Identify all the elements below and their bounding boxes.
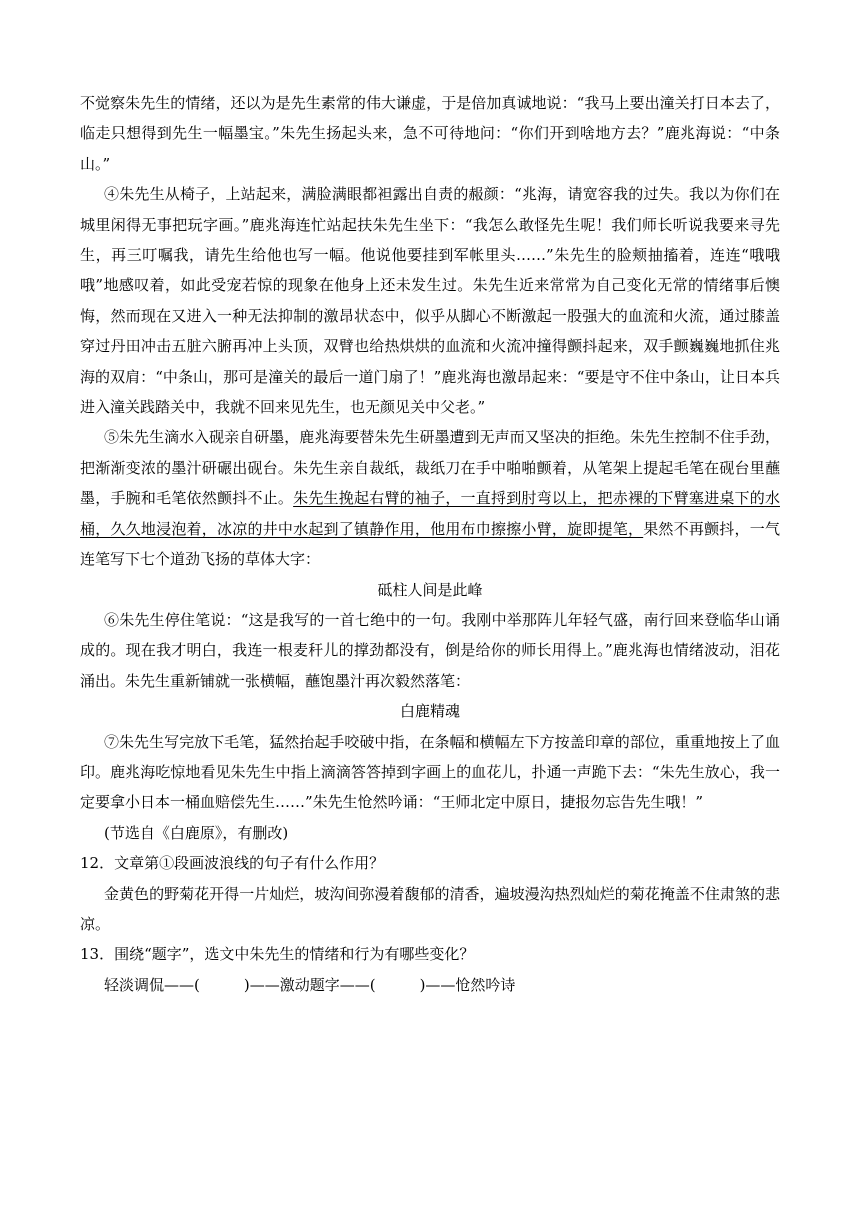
paragraph-5 (80, 422, 780, 574)
sequence-part-3: )——怆然吟诗 (419, 975, 516, 994)
question-13-sequence (80, 970, 780, 1000)
calligraphy-line-2: 白鹿精魂 (399, 702, 460, 721)
paragraph-6: ⑥朱先生停住笔说：“这是我写的一首七绝中的一句。我刚中举那阵儿年轻气盛，南行回来登临华山诵成的。现在我才明白，我连一根麦秆儿的撑劲都没有，倒是给你的师长用得上。”鹿兆海也情绪波动，泪花涌出。朱先生重新铺就一张横幅，蘸饱墨汁再次毅然落笔： (80, 610, 780, 690)
passage-block (80, 88, 780, 1000)
question-12-quote: 金黄色的野菊花开得一片灿烂，坡沟间弥漫着馥郁的清香，遍坡漫沟热烈灿烂的菊花掩盖不住肃煞的悲凉。 (80, 884, 780, 933)
paragraph-4: ④朱先生从椅子，上站起来，满脸满眼都袒露出自责的赧颜：“兆海，请宽容我的过失。我以为你们在城里闲得无事把玩字画。”鹿兆海连忙站起扶朱先生坐下：“我怎么敢怪先生呢！我们师长听说我要来寻先生，再三叮嘱我，请先生给他也写一幅。他说他要挂到军帐里头……”朱先生的脸颊抽搐着，连连“哦哦哦”地感叹着，如此受宠若惊的现象在他身上还未发生过。朱先生近来常常为自己变化无常的情绪事后懊悔，然而现在又进入一种无法抑制的激昂状态中，似乎从脚心不断激起一股强大的血流和火流，通过膝盖穿过丹田冲击五脏六腑再冲上头顶，双臂也给热烘烘的血流和火流冲撞得颤抖起来，双手颤巍巍地抓住兆海的双肩：“中条山，那可是潼关的最后一道门扇了！”鹿兆海也激昂起来：“要是守不住中条山，让日本兵进入潼关践踏关中，我就不回来见先生，也无颜见关中父老。” (80, 185, 780, 417)
question-13-title: 13．围绕“题字”，选文中朱先生的情绪和行为有哪些变化？ (80, 945, 475, 964)
paragraph-5-part-b: 果然不再颤抖，一气连笔写下七个道劲飞扬的草体大字： (80, 519, 780, 569)
underlined-sentence: 朱先生挽起右臂的袖子，一直捋到肘弯以上，把赤裸的下臂塞进桌下的水桶，久久地浸泡着，冰凉的井中水起到了镇静作用，他用布巾擦擦小臂，旋即提笔， (80, 489, 780, 538)
sequence-part-2: )——激动题字——( (243, 975, 376, 994)
sequence-part-1: 轻淡调侃——( (104, 975, 200, 994)
paragraph-continued: 不觉察朱先生的情绪，还以为是先生素常的伟大谦虚，于是倍加真诚地说：“我马上要出潼关打日本去了，临走只想得到先生一幅墨宝。”朱先生扬起头来，急不可待地问：“你们开到啥地方去？”鹿兆海说：“中条山。” (80, 94, 780, 173)
paragraph-5-part-a: ⑤朱先生滴水入砚亲自研墨，鹿兆海要替朱先生研墨遭到无声而又坚决的拒绝。朱先生控制不住手劲，把渐渐变浓的墨汁研碾出砚台。朱先生亲自裁纸，裁纸刀在手中啪啪颤着，从笔架上提起毛笔在砚台里蘸墨，手腕和毛笔依然颤抖不止。 (80, 428, 780, 508)
source-note: (节选自《白鹿原》，有删改) (104, 823, 289, 842)
calligraphy-line-1: 砥柱人间是此峰 (377, 580, 483, 599)
question-12-title: 12．文章第①段画波浪线的句子有什么作用？ (80, 854, 385, 873)
paragraph-7: ⑦朱先生写完放下毛笔，猛然抬起手咬破中指，在条幅和横幅左下方按盖印章的部位，重重地按上了血印。鹿兆海吃惊地看见朱先生中指上滴滴答答掉到字画上的血花儿，扑通一声跪下去：“朱先生放心，我一定要拿小日本一桶血赔偿先生……”朱先生怆然吟诵：“王师北定中原日，捷报勿忘告先生哦！” (80, 732, 780, 812)
